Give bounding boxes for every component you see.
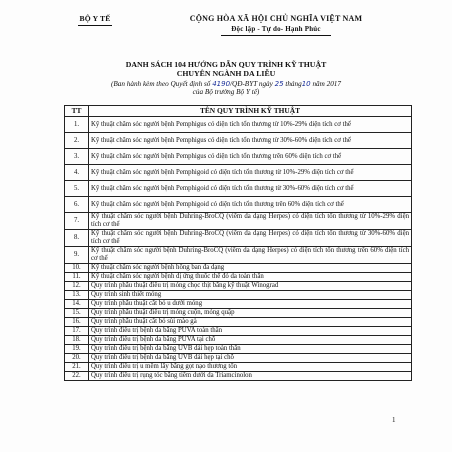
header-tt: TT [65, 106, 89, 117]
row-number: 7. [65, 213, 89, 230]
procedure-name: Quy trình phẫu thuật cắt bỏ sùi mào gà [89, 318, 412, 327]
procedure-name: Kỹ thuật chăm sóc người bệnh Pemphigoid có diện tích tổn thương trên 60% diện tích cơ thể [89, 197, 412, 213]
table-row [65, 309, 412, 318]
row-number: 13. [65, 291, 89, 300]
table-header-row [65, 106, 412, 117]
document-title [40, 60, 412, 78]
row-number: 14. [65, 300, 89, 309]
row-number: 19. [65, 345, 89, 354]
table-row [65, 213, 412, 230]
procedure-name: Kỹ thuật chăm sóc người bệnh Pemphigus có diện tích tổn thương từ 30%-60% diện tích cơ thể [89, 133, 412, 149]
agency-name: BỘ Y TẾ [79, 14, 111, 23]
row-number: 1. [65, 117, 89, 133]
document-subtitle [40, 80, 412, 97]
table-row [65, 133, 412, 149]
title-line-1: DANH SÁCH 104 HƯỚNG DẪN QUY TRÌNH KỸ THUẬT [125, 60, 327, 69]
row-number: 9. [65, 247, 89, 264]
procedure-name: Kỹ thuật chăm sóc người bệnh Duhring-BroCQ (viêm da dạng Herpes) có diện tích tổn thương trên 60% diện tích cơ thể [89, 247, 412, 264]
procedure-name: Kỹ thuật chăm sóc người bệnh dị ứng thuốc thể đỏ da toàn thân [89, 273, 412, 282]
row-number: 11. [65, 273, 89, 282]
procedure-name: Quy trình điều trị bệnh da bằng UVB dải hẹp toàn thân [89, 345, 412, 354]
table-body [65, 117, 412, 381]
row-number: 4. [65, 165, 89, 181]
table-row [65, 264, 412, 273]
row-number: 8. [65, 230, 89, 247]
row-number: 15. [65, 309, 89, 318]
row-number: 16. [65, 318, 89, 327]
table-row [65, 291, 412, 300]
table-row [65, 354, 412, 363]
procedure-name: Quy trình sinh thiết móng [89, 291, 412, 300]
row-number: 12. [65, 282, 89, 291]
table-row [65, 149, 412, 165]
table-row [65, 117, 412, 133]
subtitle-part-2: /QĐ-BYT ngày [230, 80, 273, 88]
table-row [65, 165, 412, 181]
row-number: 2. [65, 133, 89, 149]
table-row [65, 300, 412, 309]
row-number: 5. [65, 181, 89, 197]
table-row [65, 273, 412, 282]
row-number: 21. [65, 363, 89, 372]
issuing-agency [60, 14, 130, 26]
page-number: 1 [392, 416, 396, 424]
procedure-name: Quy trình điều trị bệnh da bằng PUVA tại chỗ [89, 336, 412, 345]
table-row [65, 247, 412, 264]
procedure-name: Quy trình phẫu thuật điều trị móng chọc thịt bằng kỹ thuật Winograd [89, 282, 412, 291]
row-number: 17. [65, 327, 89, 336]
row-number: 3. [65, 149, 89, 165]
procedure-name: Kỹ thuật chăm sóc người bệnh Pemphigoid có diện tích tổn thương từ 30%-60% diện tích cơ thể [89, 181, 412, 197]
procedure-name: Kỹ thuật chăm sóc người bệnh Pemphigus có diện tích tổn thương trên 60% diện tích cơ thể [89, 149, 412, 165]
procedure-name: Kỹ thuật chăm sóc người bệnh Duhring-BroCQ (viêm da dạng Herpes) có diện tích tổn thương từ 30%-60% diện tích cơ thể [89, 230, 412, 247]
row-number: 22. [65, 372, 89, 381]
table-row [65, 345, 412, 354]
procedure-name: Quy trình phẫu thuật điều trị móng cuộn, móng quặp [89, 309, 412, 318]
row-number: 10. [65, 264, 89, 273]
title-line-2: CHUYÊN NGÀNH DA LIỄU [176, 69, 276, 78]
procedure-table [64, 105, 412, 381]
procedure-name: Quy trình điều trị rụng tóc bằng tiêm dưới da Triamcinolon [89, 372, 412, 381]
subtitle-line-2: của Bộ trưởng Bộ Y tế) [192, 88, 260, 97]
subtitle-line-1 [40, 80, 412, 88]
row-number: 6. [65, 197, 89, 213]
procedure-name: Kỹ thuật chăm sóc người bệnh Duhring-BroCQ (viêm da dạng Herpes) có diện tích tổn thương từ 10%-29% diện tích cơ thể [89, 213, 412, 230]
decision-number-handwritten: 4190 [212, 80, 231, 88]
nation-name: CỘNG HÒA XÃ HỘI CHỦ NGHĨA VIỆT NAM [189, 14, 363, 23]
table-row [65, 327, 412, 336]
national-header [166, 14, 386, 36]
table-row [65, 230, 412, 247]
procedure-name: Kỹ thuật chăm sóc người bệnh Pemphigus có diện tích tổn thương từ 10%-29% diện tích cơ thể [89, 117, 412, 133]
table-row [65, 363, 412, 372]
agency-underline [78, 25, 112, 26]
procedure-name: Quy trình điều trị bệnh da bằng UVB dải hẹp tại chỗ [89, 354, 412, 363]
table-row [65, 336, 412, 345]
subtitle-part-3: tháng [285, 80, 302, 88]
table-row [65, 318, 412, 327]
month-handwritten: 10 [301, 80, 311, 88]
day-handwritten: 25 [274, 80, 284, 88]
motto-underline [221, 35, 331, 36]
row-number: 18. [65, 336, 89, 345]
table-row [65, 197, 412, 213]
procedure-name: Quy trình điều trị bệnh da bằng PUVA toàn thân [89, 327, 412, 336]
table-row [65, 181, 412, 197]
table-row [65, 282, 412, 291]
procedure-name: Quy trình phẫu thuật cắt bỏ u dưới móng [89, 300, 412, 309]
procedure-name: Kỹ thuật chăm sóc người bệnh Pemphigoid có diện tích tổn thương từ 10%-29% diện tích cơ thể [89, 165, 412, 181]
procedure-name: Kỹ thuật chăm sóc người bệnh hồng ban đa dạng [89, 264, 412, 273]
header-procedure-name: TÊN QUY TRÌNH KỸ THUẬT [89, 106, 412, 117]
subtitle-part-1: (Ban hành kèm theo Quyết định số [111, 80, 211, 88]
national-motto: Độc lập - Tự do- Hạnh Phúc [231, 25, 321, 33]
procedure-name: Quy trình điều trị u mềm lây bằng gọt nạo thương tổn [89, 363, 412, 372]
row-number: 20. [65, 354, 89, 363]
subtitle-part-4: năm 2017 [312, 80, 341, 88]
table-row [65, 372, 412, 381]
